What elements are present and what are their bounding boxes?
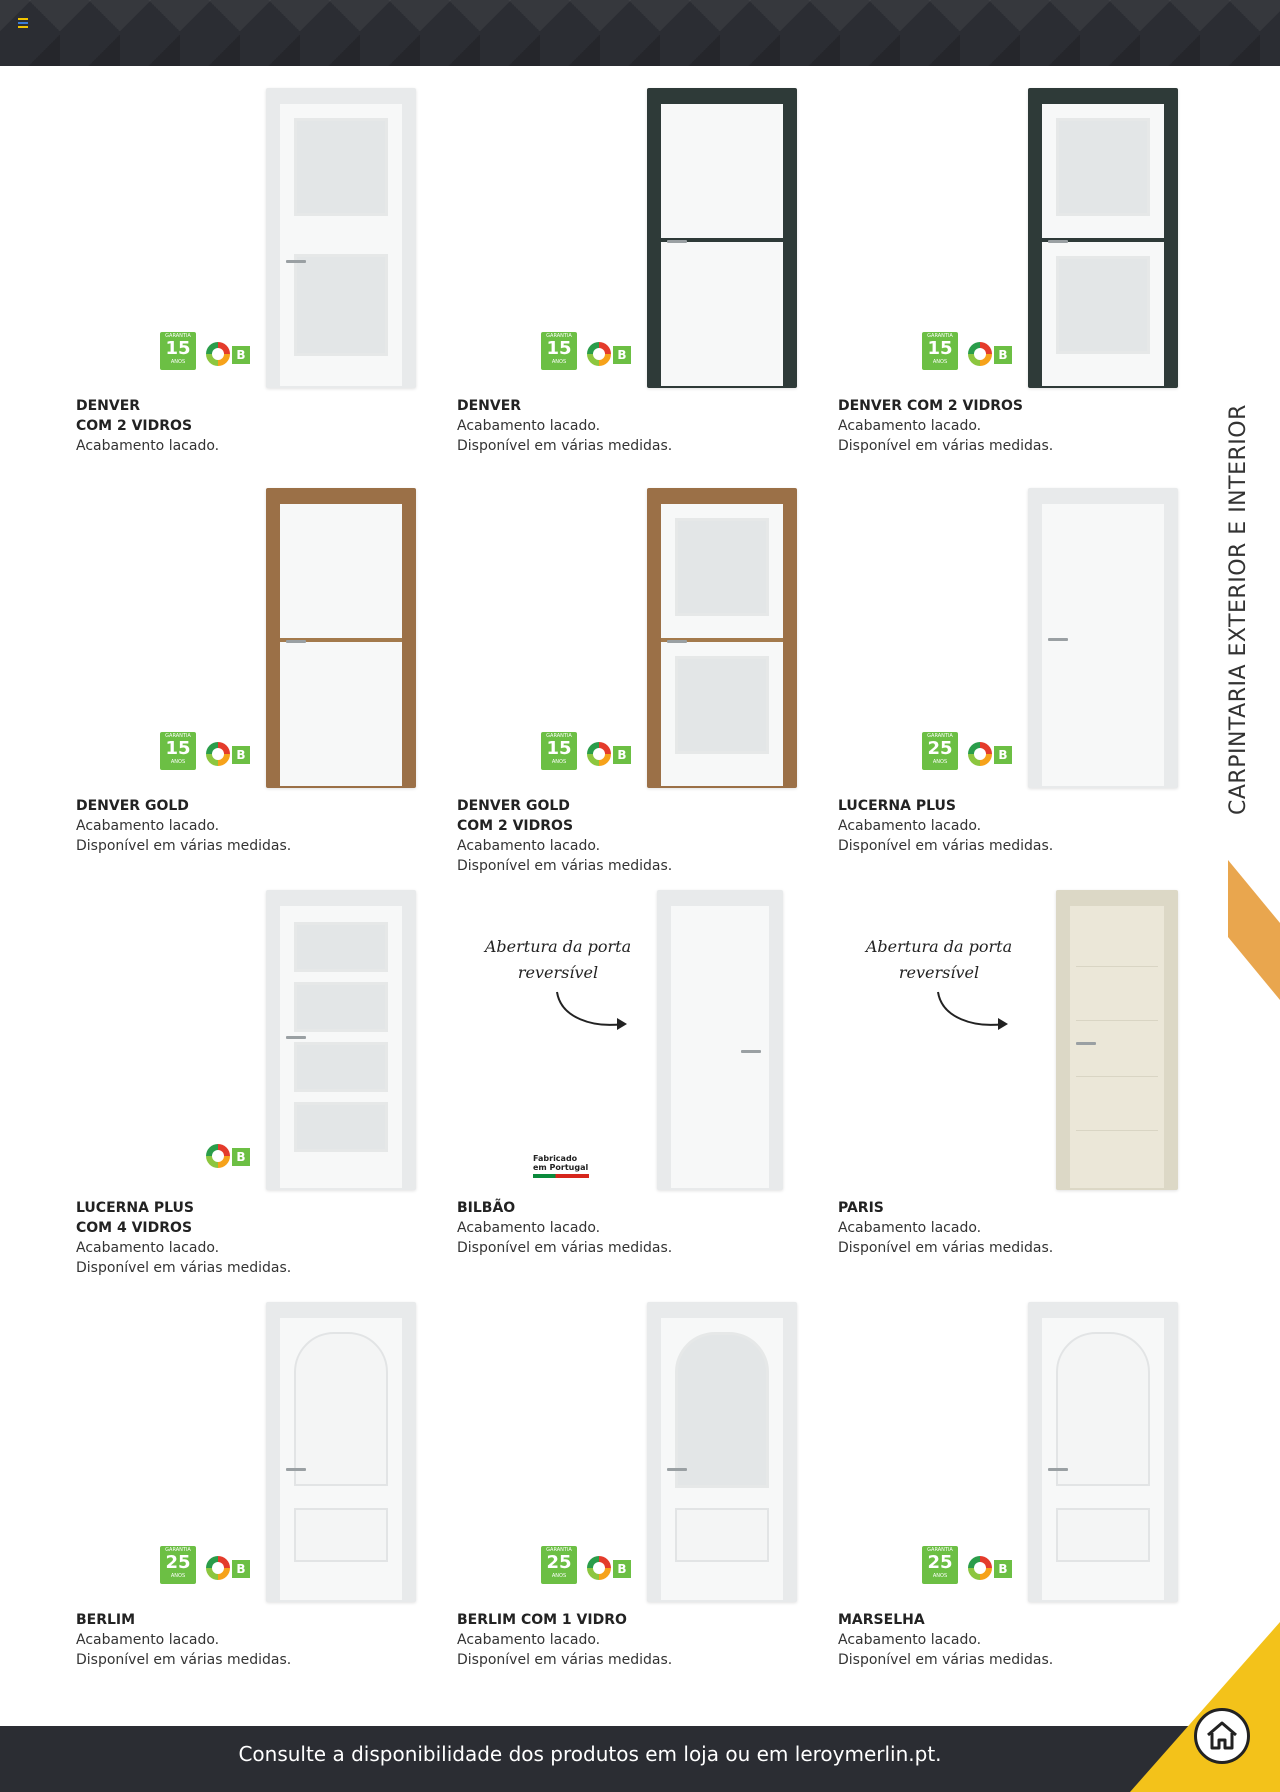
glass-panel (1056, 118, 1150, 216)
door-image (1028, 1302, 1178, 1602)
glass-panel (294, 118, 388, 216)
footer-availability-text[interactable]: Consulte a disponibilidade dos produtos em loja ou em leroymerlin.pt. (238, 1742, 942, 1766)
product-description: Acabamento lacado. (457, 838, 601, 854)
warranty-badge: GARANTIA 15 ANOS (922, 332, 958, 370)
product-badges (922, 732, 1022, 776)
door-image (266, 88, 416, 388)
warranty-badge: GARANTIA 25 ANOS (541, 1546, 577, 1584)
product-description: Disponível em várias medidas. (838, 838, 1054, 854)
glass-panel (675, 656, 769, 754)
product-description: Disponível em várias medidas. (838, 1240, 1054, 1256)
product-description: Acabamento lacado. (76, 818, 220, 834)
glass-panel (675, 1332, 769, 1488)
reversible-door-note: Abertura da porta reversível (865, 937, 1013, 982)
energy-rating-icon: B (206, 342, 254, 368)
door-groove (1076, 1020, 1158, 1021)
door-groove (1076, 966, 1158, 967)
product-card[interactable] (76, 890, 456, 1290)
raised-panel (1056, 1332, 1150, 1486)
door-image (657, 890, 783, 1190)
product-badges (160, 1134, 260, 1178)
door-image (266, 488, 416, 788)
product-name[interactable]: DENVER (457, 398, 522, 414)
door-handle (667, 1468, 687, 1471)
product-description: Disponível em várias medidas. (76, 1652, 292, 1668)
door-image (647, 88, 797, 388)
product-card[interactable] (838, 1302, 1218, 1702)
product-description: Acabamento lacado. (76, 438, 220, 454)
product-description: Acabamento lacado. (76, 1632, 220, 1648)
arrow-icon (934, 988, 1014, 1034)
product-name[interactable]: BERLIM (76, 1612, 136, 1628)
product-description: Acabamento lacado. (838, 818, 982, 834)
home-button[interactable] (1194, 1708, 1250, 1764)
door-handle (286, 1468, 306, 1471)
warranty-badge: GARANTIA 15 ANOS (160, 732, 196, 770)
product-description: Disponível em várias medidas. (76, 1260, 292, 1276)
product-description: Acabamento lacado. (457, 1632, 601, 1648)
product-description: Disponível em várias medidas. (838, 1652, 1054, 1668)
product-card[interactable] (838, 88, 1218, 488)
door-image (647, 488, 797, 788)
product-description: Acabamento lacado. (76, 1240, 220, 1256)
warranty-badge: GARANTIA 15 ANOS (541, 332, 577, 370)
door-image (1028, 88, 1178, 388)
glass-panel (294, 982, 388, 1032)
side-section-label: CARPINTARIA EXTERIOR E INTERIOR (1226, 404, 1251, 815)
door-image (1056, 890, 1178, 1190)
door-handle (741, 1050, 761, 1053)
product-name[interactable]: DENVER GOLD COM 2 VIDROS (457, 798, 574, 834)
energy-rating-icon: B (206, 742, 254, 768)
product-badges (541, 332, 641, 376)
product-badges (160, 1546, 260, 1590)
glass-panel (294, 254, 388, 356)
product-card[interactable] (457, 890, 837, 1290)
door-groove (1076, 1130, 1158, 1131)
product-badges (160, 732, 260, 776)
product-badges (922, 1546, 1022, 1590)
door-handle (286, 260, 306, 263)
product-description: Disponível em várias medidas. (457, 858, 673, 874)
door-handle (1076, 1042, 1096, 1045)
glass-panel (294, 922, 388, 972)
product-card[interactable] (838, 488, 1218, 888)
product-name[interactable]: LUCERNA PLUS COM 4 VIDROS (76, 1200, 194, 1236)
raised-panel (294, 1508, 388, 1562)
product-description: Disponível em várias medidas. (457, 1240, 673, 1256)
product-card[interactable] (76, 88, 456, 488)
door-handle (667, 240, 687, 243)
door-handle (667, 640, 687, 643)
arrow-icon (553, 988, 633, 1034)
product-name[interactable]: MARSELHA (838, 1612, 925, 1628)
raised-panel (294, 1332, 388, 1486)
warranty-badge: GARANTIA 15 ANOS (160, 332, 196, 370)
product-card[interactable] (76, 1302, 456, 1702)
product-description: Disponível em várias medidas. (457, 1652, 673, 1668)
product-badges (922, 332, 1022, 376)
product-badges (160, 332, 260, 376)
energy-rating-icon: B (968, 742, 1016, 768)
glass-panel (1056, 256, 1150, 354)
energy-rating-icon: B (206, 1556, 254, 1582)
menu-icon[interactable] (18, 18, 28, 26)
product-description: Acabamento lacado. (838, 418, 982, 434)
section-tab-marker[interactable] (1228, 860, 1280, 1000)
product-description: Disponível em várias medidas. (838, 438, 1054, 454)
raised-panel (675, 1508, 769, 1562)
warranty-badge: GARANTIA 25 ANOS (922, 732, 958, 770)
energy-rating-icon: B (968, 1556, 1016, 1582)
product-name[interactable]: BERLIM COM 1 VIDRO (457, 1612, 627, 1628)
glass-panel (294, 1042, 388, 1092)
top-banner (0, 0, 1280, 66)
raised-panel (1056, 1508, 1150, 1562)
glass-panel (294, 1102, 388, 1152)
energy-rating-icon: B (968, 342, 1016, 368)
energy-rating-icon: B (587, 742, 635, 768)
product-name[interactable]: BILBÃO (457, 1200, 516, 1216)
product-description: Acabamento lacado. (838, 1220, 982, 1236)
product-name[interactable]: LUCERNA PLUS (838, 798, 956, 814)
product-badges (541, 732, 641, 776)
home-icon (1197, 1711, 1247, 1761)
product-badges (541, 1546, 641, 1590)
side-section-title (1218, 405, 1260, 815)
door-groove (1076, 1076, 1158, 1077)
door-image (647, 1302, 797, 1602)
warranty-badge: GARANTIA 25 ANOS (922, 1546, 958, 1584)
product-description: Acabamento lacado. (838, 1632, 982, 1648)
portugal-flag-icon (533, 1174, 589, 1178)
glass-panel (675, 518, 769, 616)
energy-rating-icon: B (587, 1556, 635, 1582)
product-card[interactable] (457, 1302, 837, 1702)
door-image (266, 890, 416, 1190)
product-description: Acabamento lacado. (457, 418, 601, 434)
energy-rating-icon: B (206, 1144, 254, 1170)
reversible-door-note: Abertura da porta reversível (484, 937, 632, 982)
product-card[interactable] (838, 890, 1218, 1290)
product-name[interactable]: DENVER GOLD (76, 798, 189, 814)
made-in-portugal-label: Fabricado em Portugal (533, 1154, 593, 1184)
door-handle (286, 640, 306, 643)
product-card[interactable] (457, 488, 837, 888)
product-card[interactable] (76, 488, 456, 888)
product-name[interactable]: DENVER COM 2 VIDROS (838, 398, 1023, 414)
product-name[interactable]: DENVER COM 2 VIDROS (76, 398, 193, 434)
product-description: Disponível em várias medidas. (457, 438, 673, 454)
door-handle (1048, 1468, 1068, 1471)
product-name[interactable]: PARIS (838, 1200, 884, 1216)
footer-bar (0, 1726, 1280, 1792)
door-handle (1048, 638, 1068, 641)
product-card[interactable] (457, 88, 837, 488)
product-description: Acabamento lacado. (457, 1220, 601, 1236)
warranty-badge: GARANTIA 15 ANOS (541, 732, 577, 770)
door-handle (1048, 240, 1068, 243)
door-image (266, 1302, 416, 1602)
warranty-badge: GARANTIA 25 ANOS (160, 1546, 196, 1584)
door-image (1028, 488, 1178, 788)
door-handle (286, 1036, 306, 1039)
product-description: Disponível em várias medidas. (76, 838, 292, 854)
energy-rating-icon: B (587, 342, 635, 368)
